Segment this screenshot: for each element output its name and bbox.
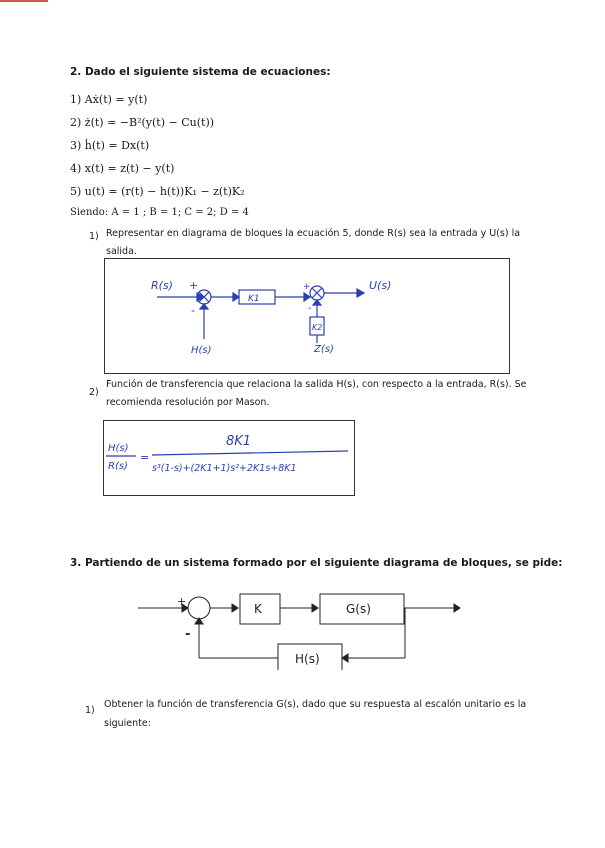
constants-line: Siendo: A = 1 ; B = 1; C = 2; D = 4 [70, 207, 249, 218]
rhs-numerator: 8K1 [226, 434, 252, 449]
plus-sign: + [177, 595, 187, 608]
equation-5: 5) u(t) = (r(t) − h(t))K₁ − z(t)K₂ [70, 185, 245, 198]
gain-block-label: K1 [248, 294, 260, 304]
feedback-label: H(s) [191, 345, 212, 356]
k-block-label: K [254, 602, 262, 616]
equation-1: 1) Aẋ(t) = y(t) [70, 93, 148, 106]
handwritten-block-diagram [105, 259, 509, 373]
plus-sign-2: + [303, 282, 311, 292]
lhs-numerator: H(s) [108, 443, 129, 454]
output-label: U(s) [369, 279, 392, 292]
q3-1-number: 1) [85, 705, 95, 716]
q2-1-number: 1) [89, 231, 99, 242]
handwritten-transfer-function [104, 421, 354, 495]
q2-2-text-line1: Función de transferencia que relaciona la salida H(s), con respecto a la entrada, R(s). Se [106, 379, 527, 390]
section-3-title: 3. Partiendo de un sistema formado por el siguiente diagrama de bloques, se pide: [70, 557, 563, 569]
section-2-title: 2. Dado el siguiente sistema de ecuaciones: [70, 66, 331, 78]
input-label: R(s) [151, 279, 173, 292]
equation-4: 4) x(t) = z(t) − y(t) [70, 162, 175, 175]
z-input-label: Z(s) [314, 344, 334, 355]
minus-sign-2: - [308, 303, 312, 314]
transfer-function-answer-box [103, 420, 355, 496]
q2-1-text-line1: Representar en diagrama de bloques la ecuación 5, donde R(s) sea la entrada y U(s) la [106, 228, 521, 239]
q3-1-text-line2: siguiente: [104, 718, 151, 729]
q2-1-text-line2: salida. [106, 246, 137, 257]
q2-2-number: 2) [89, 387, 99, 398]
equals-sign: = [140, 451, 150, 464]
h-block-label: H(s) [295, 652, 320, 666]
block-diagram-answer-box [104, 258, 510, 374]
plus-sign-1: + [189, 279, 199, 292]
k2-block-label: K2 [312, 323, 323, 332]
equation-3: 3) ḣ(t) = Dx(t) [70, 139, 150, 152]
top-edge-mark [0, 0, 48, 2]
lhs-denominator: R(s) [108, 461, 128, 472]
g-block-label: G(s) [346, 602, 371, 616]
q2-2-text-line2: recomienda resolución por Mason. [106, 397, 270, 408]
rhs-denominator: s³(1-s)+(2K1+1)s²+2K1s+8K1 [152, 463, 297, 474]
minus-sign: - [185, 627, 191, 642]
q3-1-text-line1: Obtener la función de transferencia G(s), dado que su respuesta al escalón unitario es la [104, 699, 527, 710]
minus-sign-1: - [191, 304, 195, 317]
equation-2: 2) ż(t) = −B²(y(t) − Cu(t)) [70, 116, 215, 129]
block-diagram-section-3 [130, 578, 475, 670]
